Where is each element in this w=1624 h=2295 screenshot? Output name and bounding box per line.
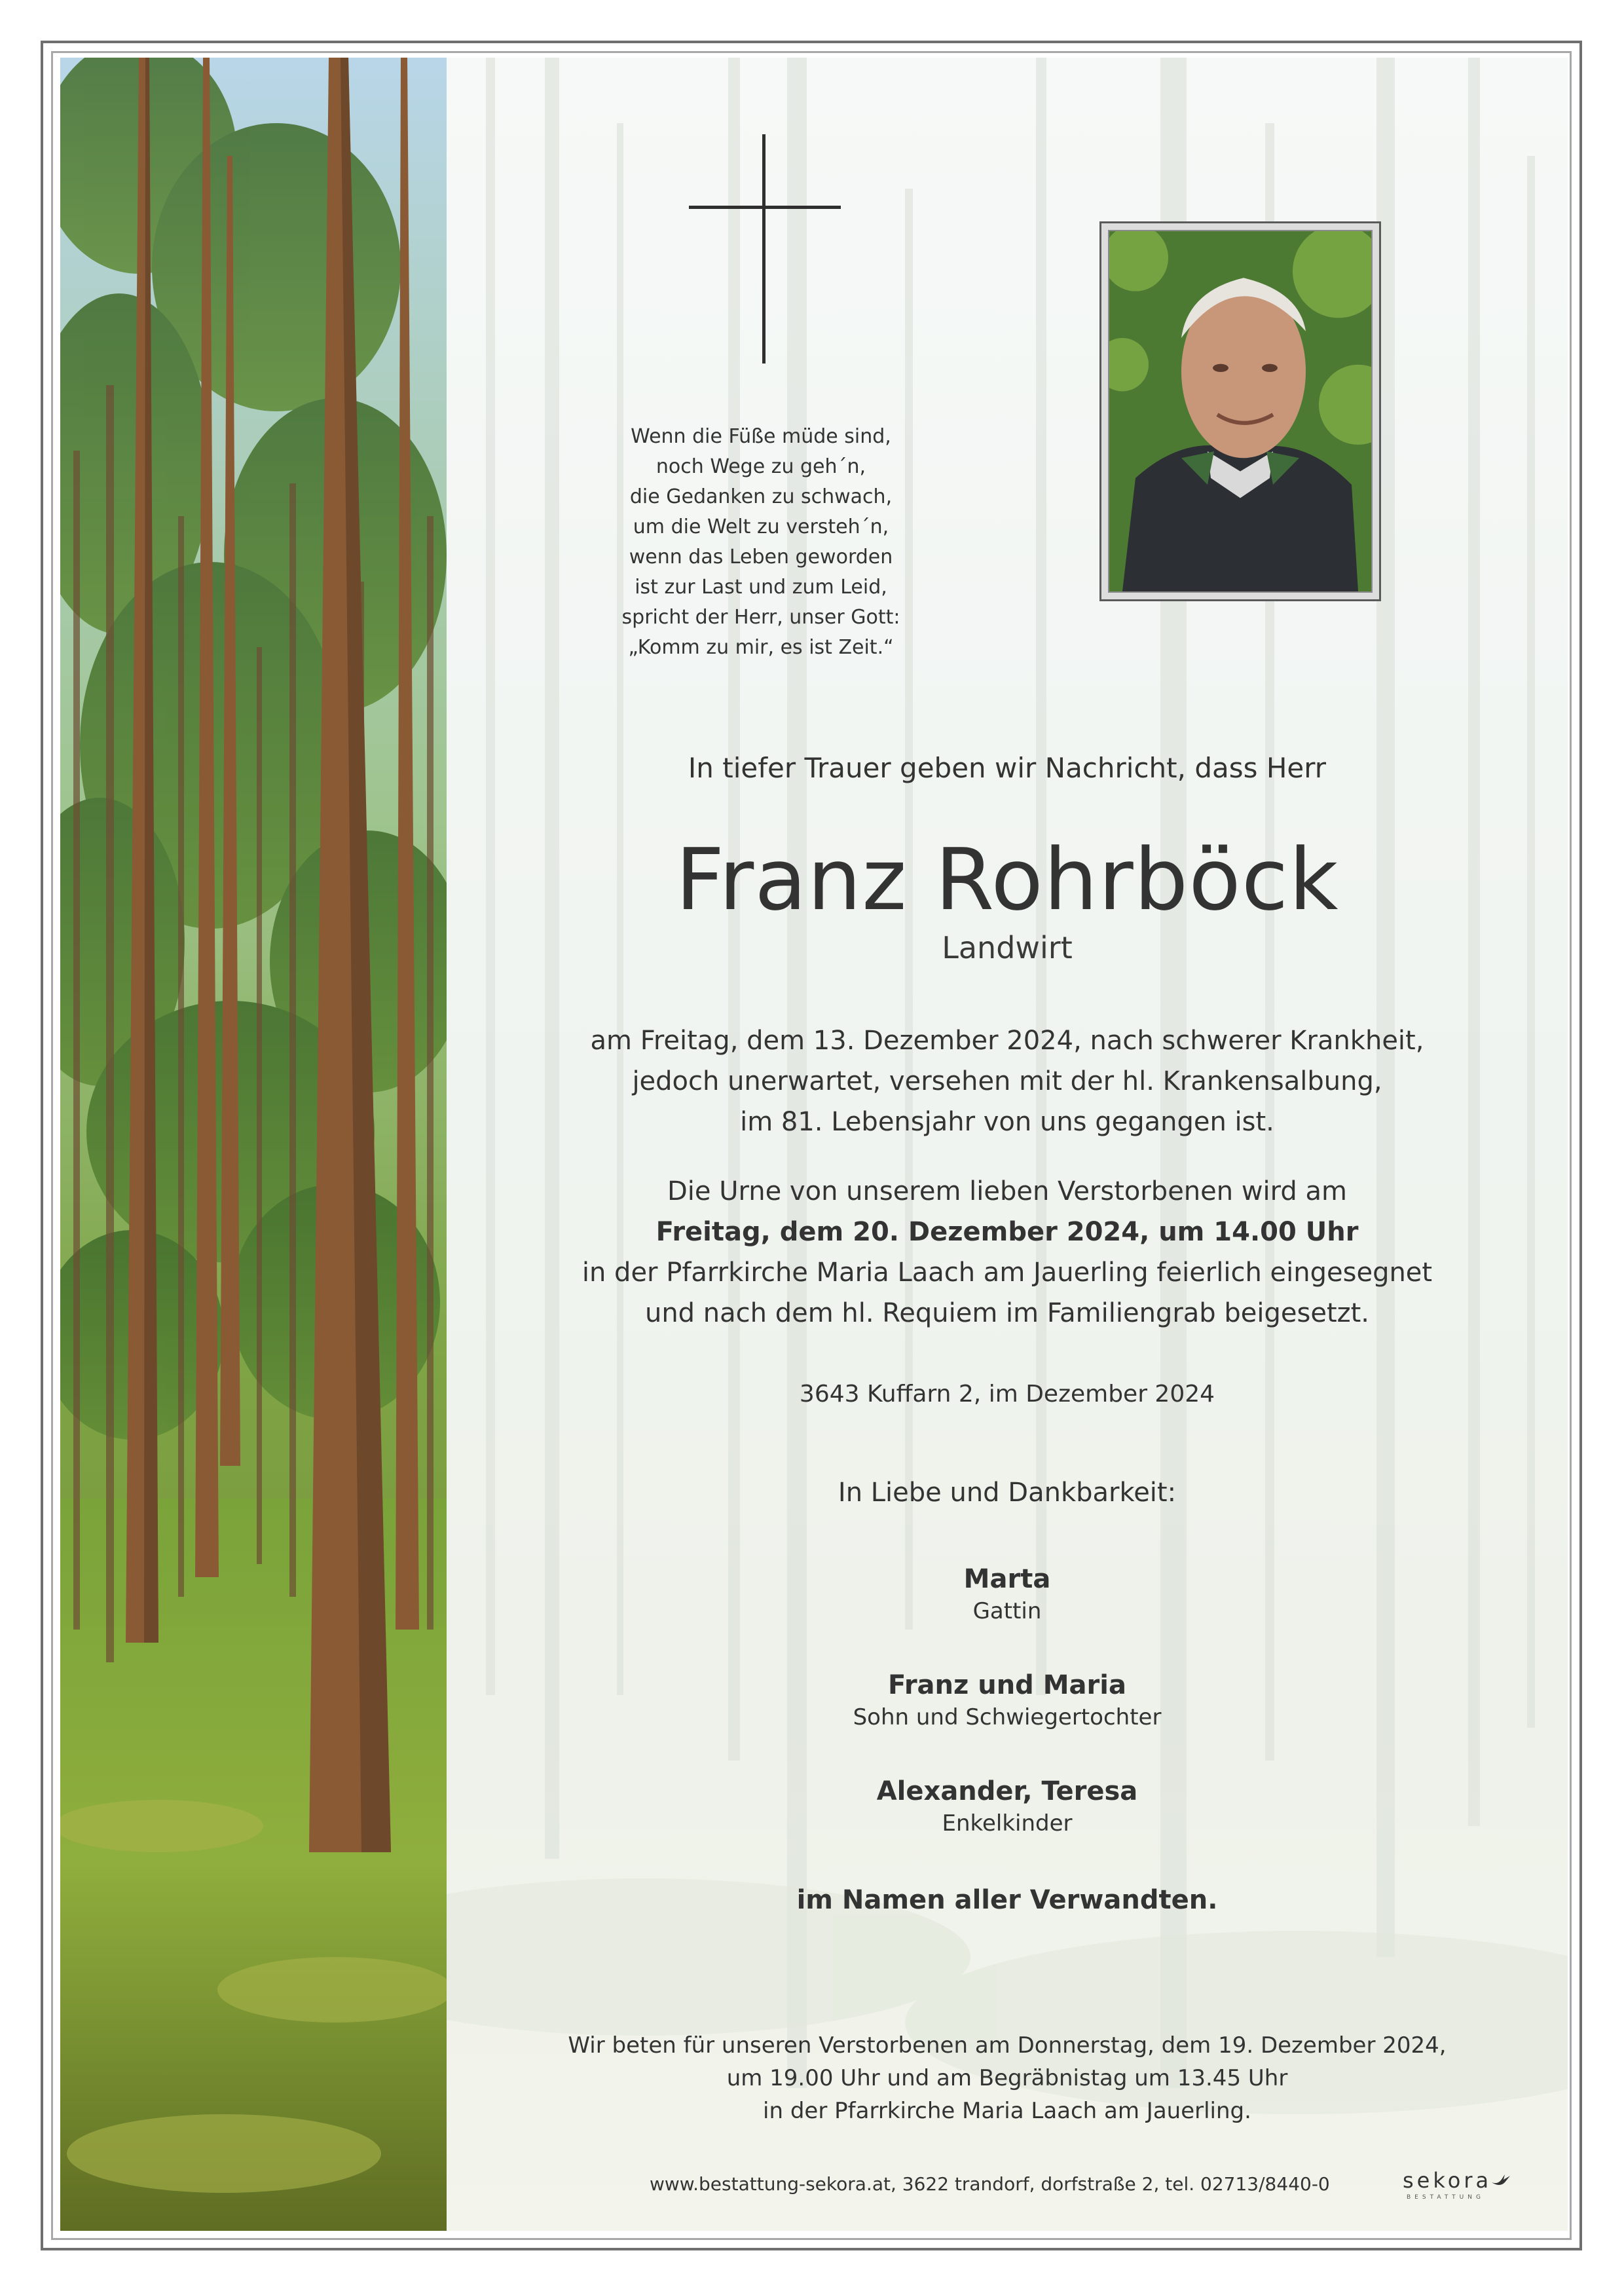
text-line: in der Pfarrkirche Maria Laach am Jauerling feierlich eingesegnet xyxy=(581,1258,1433,1288)
prayer-notice xyxy=(447,2029,1568,2127)
sekora-logo xyxy=(1403,2168,1510,2193)
deceased-profession: Landwirt xyxy=(942,930,1073,965)
mourner-name: Alexander, Teresa xyxy=(876,1776,1138,1806)
mourner-relation: Gattin xyxy=(972,1598,1042,1624)
logo-text: sekora xyxy=(1403,2168,1492,2193)
poem-line: die Gedanken zu schwach, xyxy=(629,485,893,508)
poem-line: Wenn die Füße müde sind, xyxy=(631,425,891,448)
mourner-name: Franz und Maria xyxy=(888,1670,1126,1700)
cross-icon xyxy=(689,134,841,364)
forest-photo xyxy=(60,58,447,2231)
memorial-poem xyxy=(578,422,944,663)
portrait-photo-frame xyxy=(1099,221,1381,601)
poem-line: „Komm zu mir, es ist Zeit.“ xyxy=(628,636,894,659)
mourner-relation: Enkelkinder xyxy=(942,1810,1073,1837)
mourners-heading: In Liebe und Dankbarkeit: xyxy=(838,1478,1177,1508)
mourner-name: Marta xyxy=(963,1564,1051,1594)
mourner-relation: Sohn und Schwiegertochter xyxy=(853,1704,1162,1730)
funeral-date: Freitag, dem 20. Dezember 2024, um 14.00 Uhr xyxy=(655,1217,1359,1247)
notice-panel xyxy=(447,58,1568,2231)
logo-subtitle: BESTATTUNG xyxy=(1407,2194,1485,2201)
text-line: am Freitag, dem 13. Dezember 2024, nach schwerer Krankheit, xyxy=(590,1026,1424,1056)
place-date: 3643 Kuffarn 2, im Dezember 2024 xyxy=(799,1381,1215,1408)
poem-line: wenn das Leben geworden xyxy=(629,546,893,569)
poem-line: spricht der Herr, unser Gott: xyxy=(621,606,900,629)
poem-line: um die Welt zu versteh´n, xyxy=(633,515,889,538)
poem-line: noch Wege zu geh´n, xyxy=(655,455,866,478)
mourners-closing: im Namen aller Verwandten. xyxy=(796,1885,1218,1915)
text-line: in der Pfarrkirche Maria Laach am Jauerling. xyxy=(763,2098,1251,2124)
intro-text: In tiefer Trauer geben wir Nachricht, dass Herr xyxy=(688,752,1327,784)
text-line: im 81. Lebensjahr von uns gegangen ist. xyxy=(740,1107,1274,1137)
text-line: Wir beten für unseren Verstorbenen am Donnerstag, dem 19. Dezember 2024, xyxy=(568,2032,1447,2059)
death-paragraph xyxy=(447,1020,1568,1142)
footer-contact: www.bestattung-sekora.at, 3622 trandorf, dorfstraße 2, tel. 02713/8440-0 xyxy=(650,2173,1330,2195)
mourner-entry xyxy=(447,1776,1568,1837)
deceased-name: Franz Rohrböck xyxy=(675,830,1339,929)
text-line: um 19.00 Uhr und am Begräbnistag um 13.45 Uhr xyxy=(726,2065,1288,2091)
poem-line: ist zur Last und zum Leid, xyxy=(635,576,887,599)
text-line: Die Urne von unserem lieben Verstorbenen wird am xyxy=(667,1176,1347,1206)
bird-icon xyxy=(1492,2173,1510,2188)
mourner-entry xyxy=(447,1564,1568,1624)
text-line: jedoch unerwartet, versehen mit der hl. Krankensalbung, xyxy=(632,1066,1382,1096)
portrait-photo xyxy=(1108,230,1373,593)
funeral-paragraph xyxy=(447,1171,1568,1334)
mourner-entry xyxy=(447,1670,1568,1730)
text-line: und nach dem hl. Requiem im Familiengrab beigesetzt. xyxy=(644,1298,1370,1328)
